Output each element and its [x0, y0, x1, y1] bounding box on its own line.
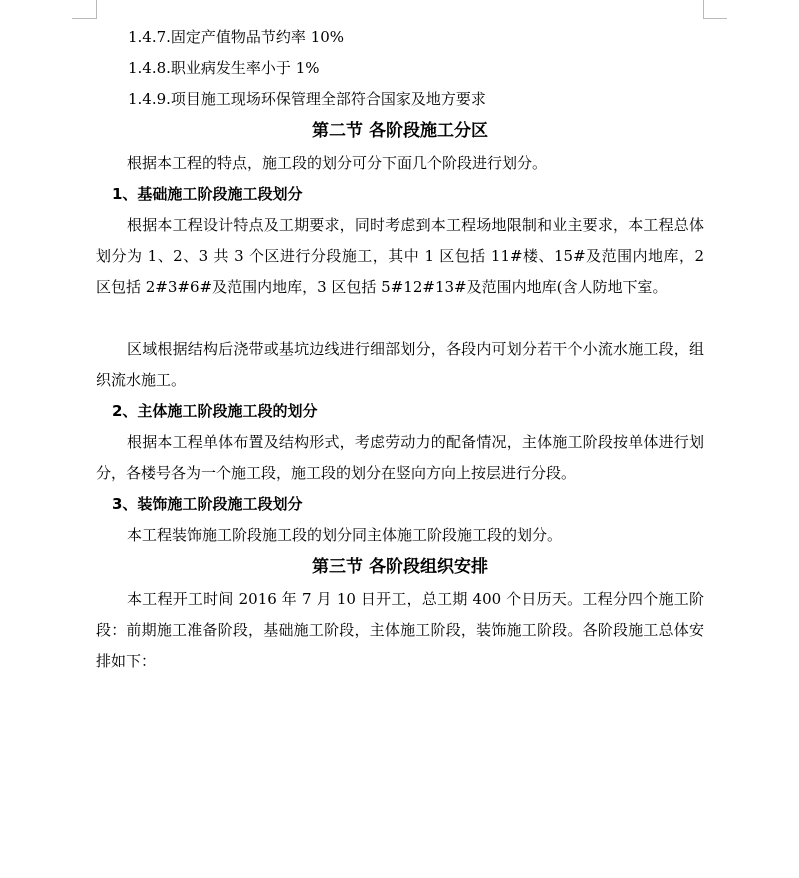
document-body — [96, 22, 704, 677]
subsection-2-title: 2、主体施工阶段施工段的划分 — [112, 402, 318, 420]
page-corner-mark-left — [96, 0, 97, 18]
list-item-1-4-8: 1.4.8.职业病发生率小于 1% — [128, 59, 320, 77]
section-2-intro: 根据本工程的特点，施工段的划分可分下面几个阶段进行划分。 — [127, 154, 548, 172]
list-item-1-4-7: 1.4.7.固定产值物品节约率 10% — [128, 28, 345, 46]
list-item-1-4-9: 1.4.9.项目施工现场环保管理全部符合国家及地方要求 — [128, 90, 486, 108]
subsection-1-paragraph: 根据本工程设计特点及工期要求，同时考虑到本工程场地限制和业主要求，本工程总体划分为 1、2、3 共 3 个区进行分段施工，其中 1 区包括 11#楼、15#及范围内地库，2 区包括 2#3#6#及范围内地库，3 区包括 5#12#13#及范围内地库(含人防地下室。 — [96, 216, 704, 296]
section-2-title: 第二节 各阶段施工分区 — [312, 121, 488, 141]
page-corner-mark-right-horizontal — [703, 18, 727, 19]
page-corner-mark-right — [703, 0, 704, 18]
section-3-title: 第三节 各阶段组织安排 — [312, 557, 488, 577]
blank-line — [96, 303, 704, 334]
subsection-3-paragraph: 本工程装饰施工阶段施工段的划分同主体施工阶段施工段的划分。 — [127, 526, 563, 544]
section-3-paragraph: 本工程开工时间 2016 年 7 月 10 日开工，总工期 400 个日历天。工程分四个施工阶段：前期施工准备阶段，基础施工阶段，主体施工阶段，装饰施工阶段。各阶段施工总体安排如下： — [96, 590, 704, 670]
page-corner-mark-left-horizontal — [72, 18, 97, 19]
subsection-3-title: 3、装饰施工阶段施工段划分 — [112, 495, 303, 513]
subsection-2-paragraph: 根据本工程单体布置及结构形式，考虑劳动力的配备情况，主体施工阶段按单体进行划分，各楼号各为一个施工段，施工段的划分在竖向方向上按层进行分段。 — [96, 433, 704, 482]
subsection-1-title: 1、基础施工阶段施工段划分 — [112, 185, 303, 203]
subsection-1-paragraph-2: 区域根据结构后浇带或基坑边线进行细部划分，各段内可划分若干个小流水施工段，组织流水施工。 — [96, 340, 704, 389]
